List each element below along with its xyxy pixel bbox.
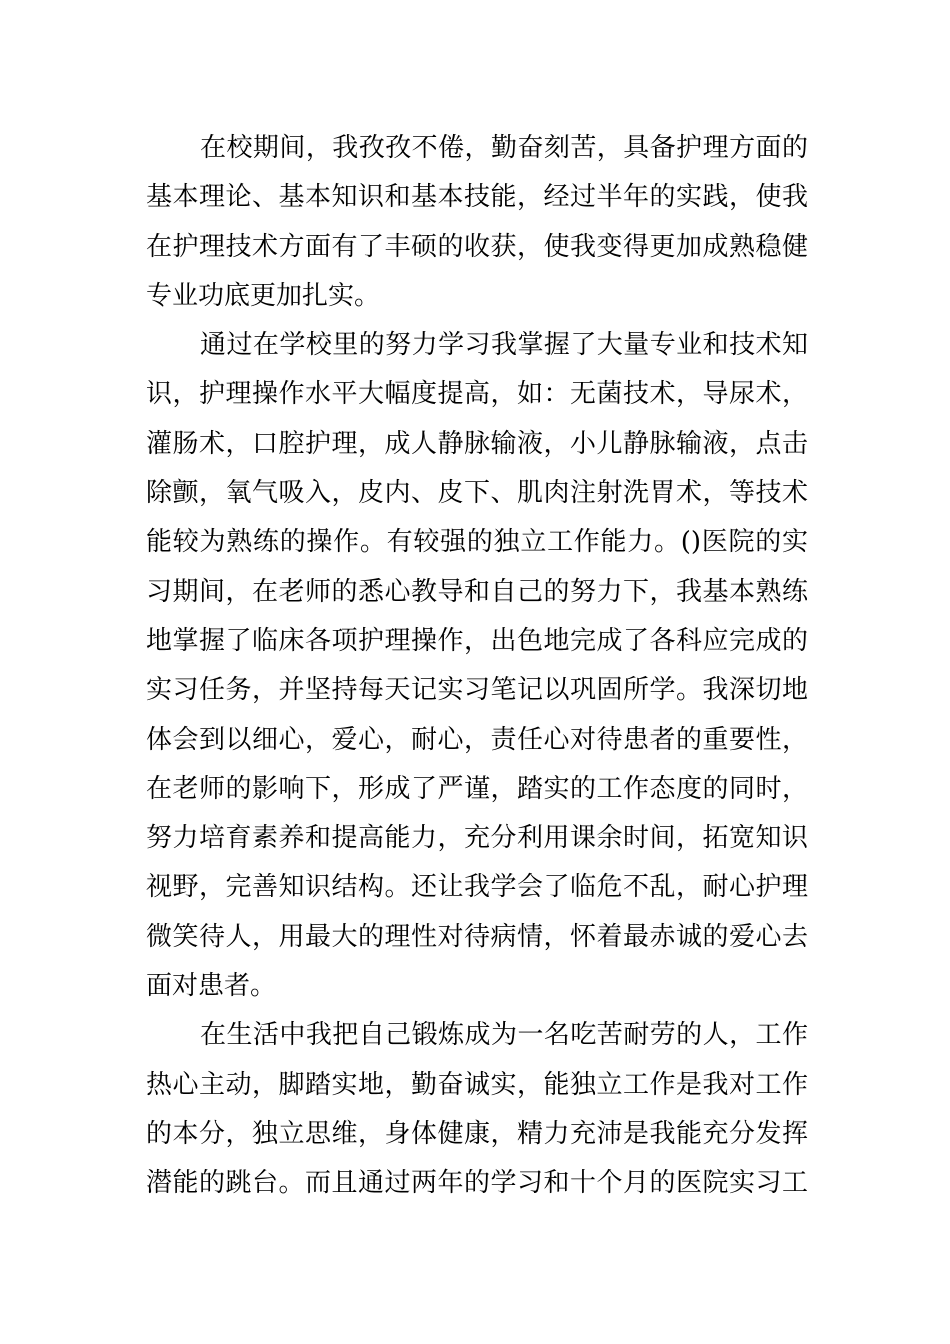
paragraph-3-line-3: 的本分，独立思维，身体健康，精力充沛是我能充分发挥 <box>146 1118 808 1149</box>
paragraph-2-line-8: 实习任务，并坚持每天记实习笔记以巩固所学。我深切地 <box>146 675 808 706</box>
paragraph-2-line-5: 能较为熟练的操作。有较强的独立工作能力。()医院的实 <box>146 527 808 558</box>
paragraph-2-line-3: 灌肠术，口腔护理，成人静脉输液，小儿静脉输液，点击 <box>146 428 808 459</box>
paragraph-2-line-6: 习期间，在老师的悉心教导和自己的努力下，我基本熟练 <box>146 576 808 607</box>
paragraph-3-line-2: 热心主动，脚踏实地，勤奋诚实，能独立工作是我对工作 <box>146 1069 808 1100</box>
paragraph-1-line-3: 在护理技术方面有了丰硕的收获，使我变得更加成熟稳健 <box>146 231 808 262</box>
paragraph-3-line-4: 潜能的跳台。而且通过两年的学习和十个月的医院实习工 <box>146 1168 808 1199</box>
paragraph-1-line-2: 基本理论、基本知识和基本技能，经过半年的实践，使我 <box>146 182 808 213</box>
paragraph-1-line-4: 专业功底更加扎实。 <box>146 280 381 311</box>
paragraph-1-line-1: 在校期间，我孜孜不倦，勤奋刻苦，具备护理方面的 <box>200 133 808 163</box>
paragraph-2-line-2: 识，护理操作水平大幅度提高，如：无菌技术，导尿术， <box>146 379 808 410</box>
paragraph-2-line-14: 面对患者。 <box>146 971 277 1002</box>
paragraph-2-line-13: 微笑待人，用最大的理性对待病情，怀着最赤诚的爱心去 <box>146 921 808 952</box>
paragraph-2-line-9: 体会到以细心，爱心，耐心，责任心对待患者的重要性， <box>146 724 808 755</box>
paragraph-2-line-4: 除颤，氧气吸入，皮内、皮下、肌肉注射洗胃术，等技术 <box>146 478 808 509</box>
paragraph-2-line-10: 在老师的影响下，形成了严谨，踏实的工作态度的同时， <box>146 773 808 804</box>
body-text <box>146 124 808 1209</box>
paragraph-2-line-1: 通过在学校里的努力学习我掌握了大量专业和技术知 <box>200 330 808 361</box>
paragraph-2-line-11: 努力培育素养和提高能力，充分利用课余时间，拓宽知识 <box>146 823 808 854</box>
paragraph-2-line-12: 视野，完善知识结构。还让我学会了临危不乱，耐心护理 <box>146 872 808 903</box>
paragraph-2-line-7: 地掌握了临床各项护理操作，出色地完成了各科应完成的 <box>146 625 808 656</box>
paragraph-3-line-1: 在生活中我把自己锻炼成为一名吃苦耐劳的人，工作 <box>200 1020 808 1051</box>
